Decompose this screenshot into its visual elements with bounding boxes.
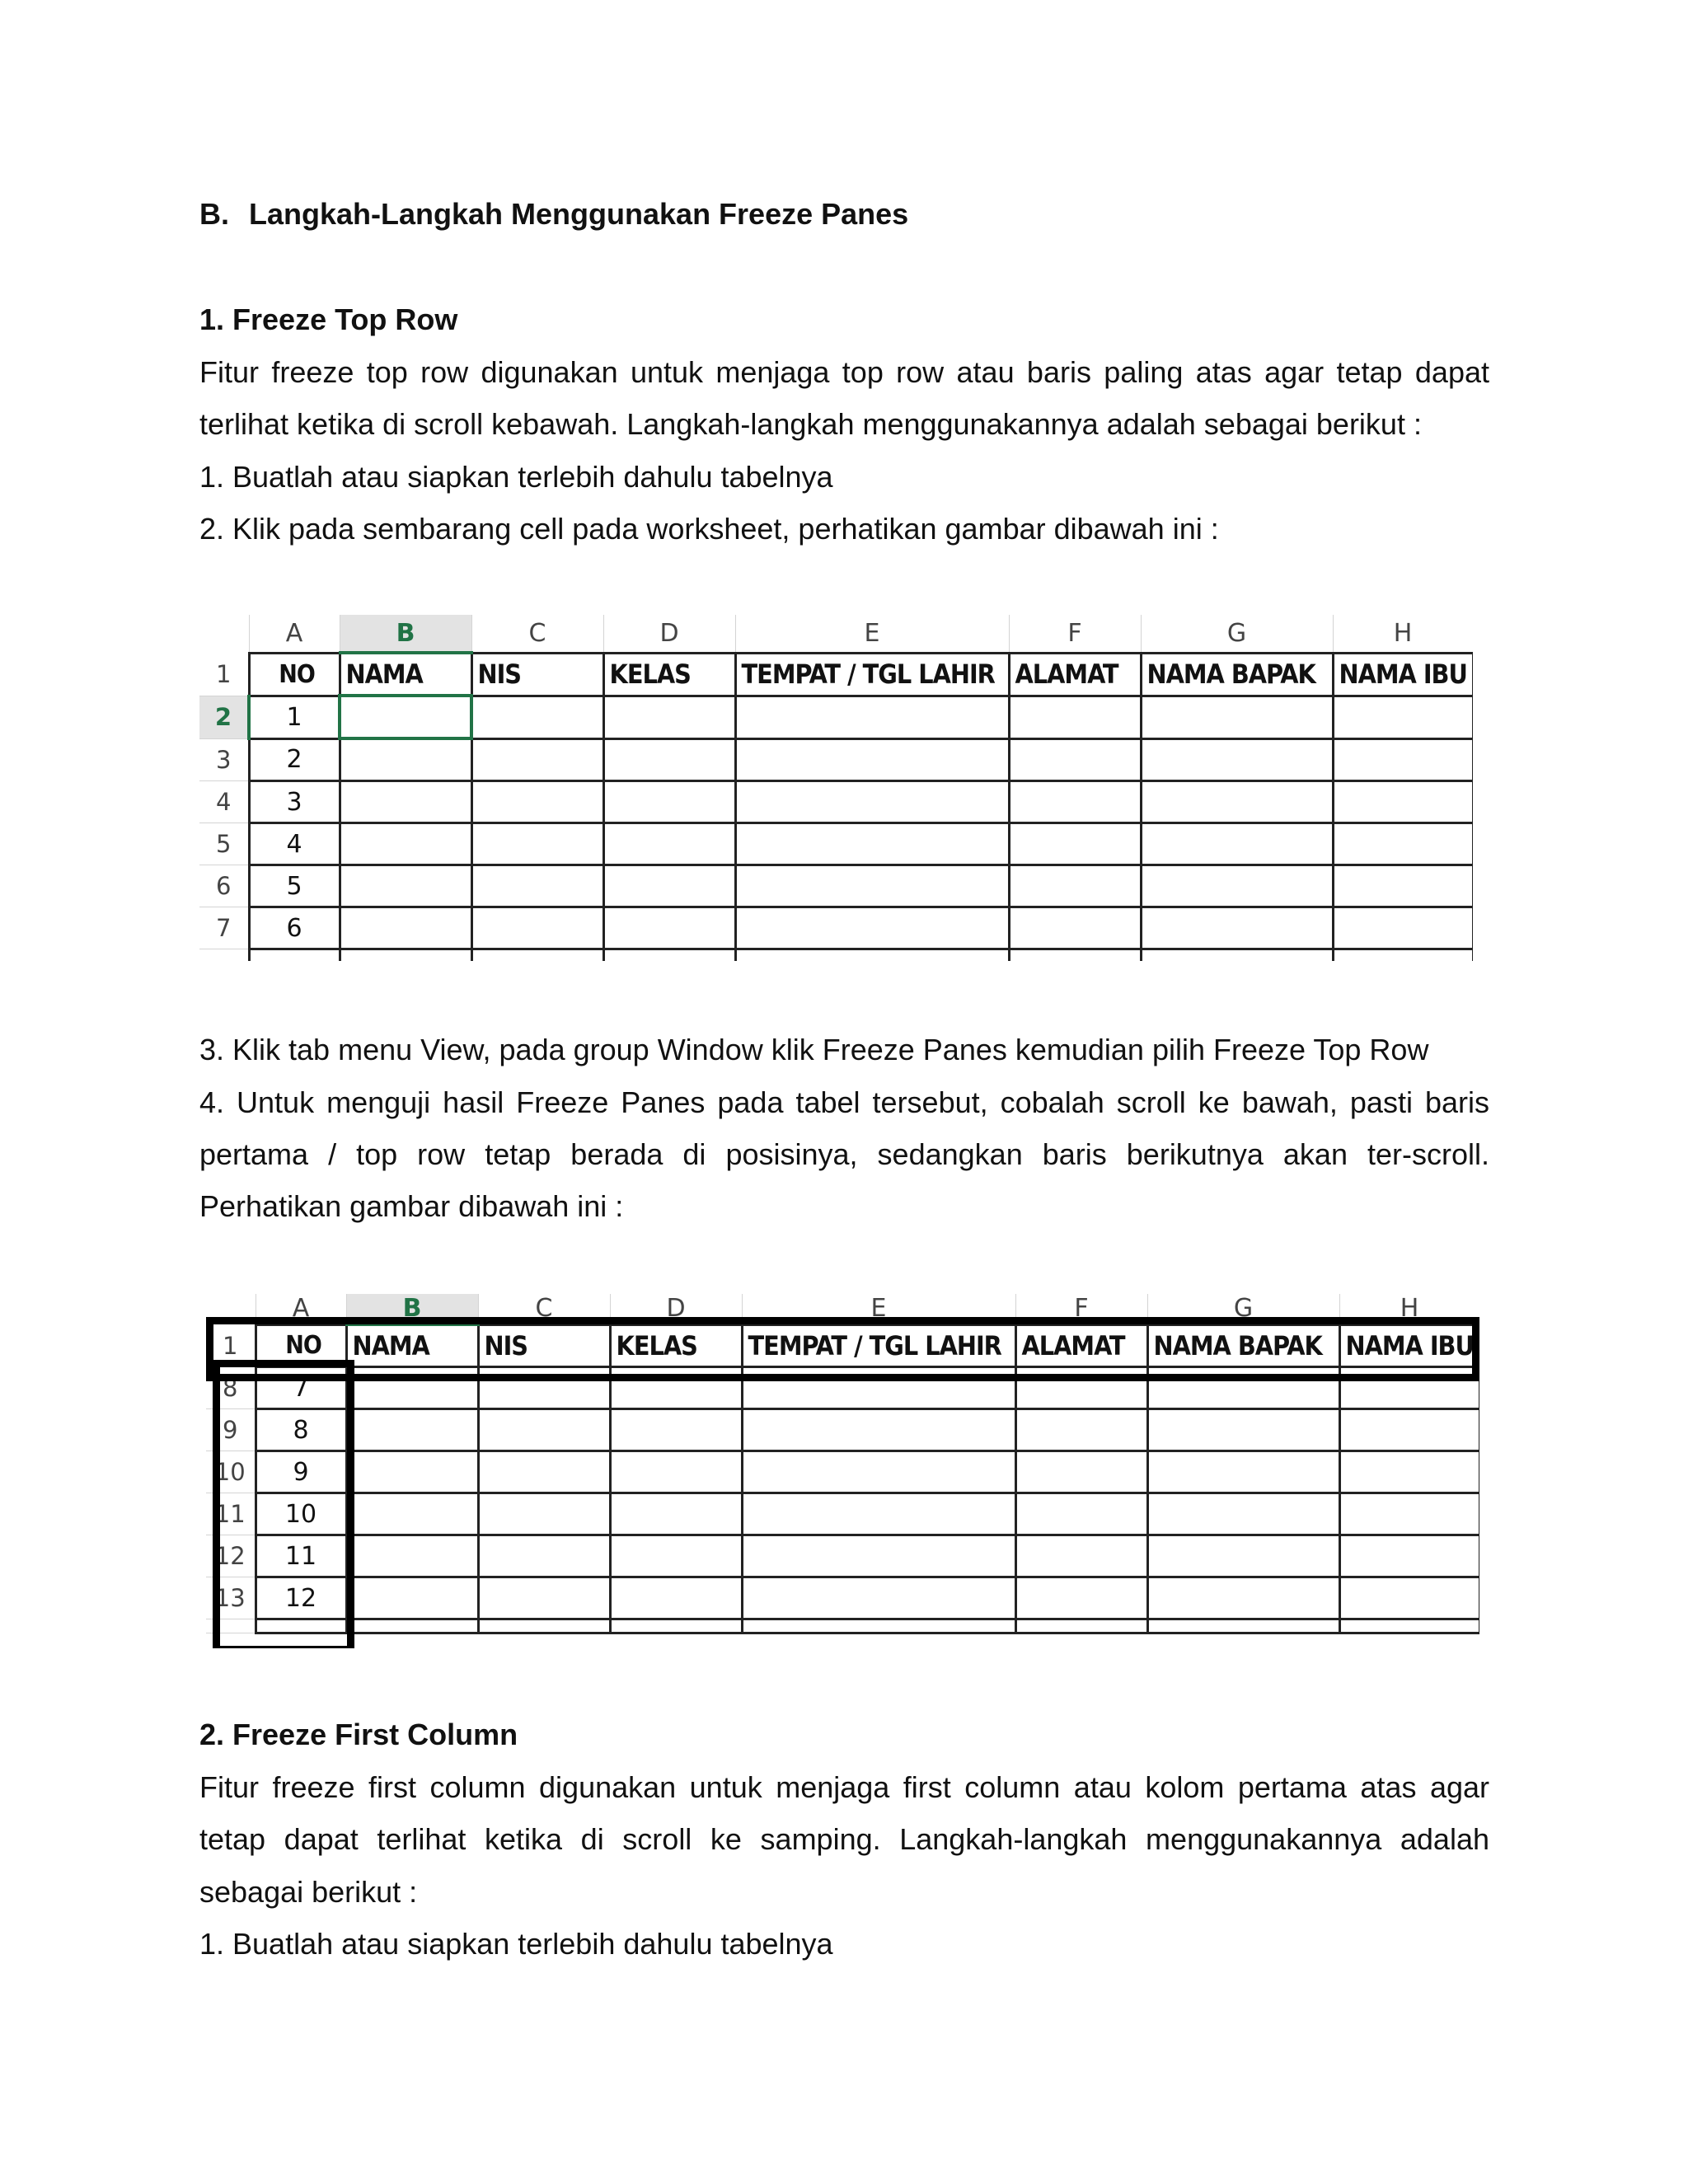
header-cell-nama-ibu[interactable]: NAMA IBU: [1339, 1324, 1479, 1367]
row-header: [206, 1619, 256, 1633]
row-header[interactable]: 13: [206, 1577, 256, 1619]
header-cell-nama-bapak[interactable]: NAMA BAPAK: [1141, 653, 1333, 696]
cell[interactable]: [1141, 781, 1333, 823]
cell[interactable]: [1147, 1367, 1339, 1409]
cell[interactable]: [1015, 1451, 1147, 1493]
cell[interactable]: [1015, 1577, 1147, 1619]
select-all-corner[interactable]: [199, 615, 249, 653]
row-header[interactable]: 10: [206, 1451, 256, 1493]
part1-step3: 3. Klik tab menu View, pada group Window klik Freeze Panes kemudian pilih Freeze Top Row: [199, 1033, 1429, 1066]
cell[interactable]: [1147, 1451, 1339, 1493]
no-cell[interactable]: 12: [256, 1577, 346, 1619]
no-cell[interactable]: 8: [256, 1409, 346, 1451]
cell[interactable]: [471, 781, 603, 823]
cell[interactable]: [610, 1409, 742, 1451]
table-row: [199, 738, 1473, 781]
cell[interactable]: [471, 865, 603, 907]
cell[interactable]: [610, 1493, 742, 1535]
row-header[interactable]: 5: [199, 823, 249, 865]
cell[interactable]: [742, 1493, 1015, 1535]
part2-heading: 2. Freeze First Column: [199, 1718, 518, 1751]
cell[interactable]: [471, 738, 603, 781]
cell[interactable]: [603, 781, 735, 823]
column-header-e[interactable]: E: [735, 615, 1009, 653]
cell[interactable]: [1333, 907, 1473, 949]
column-header-g[interactable]: G: [1147, 1294, 1339, 1324]
select-all-corner[interactable]: [206, 1294, 256, 1324]
header-cell-kelas[interactable]: KELAS: [603, 653, 735, 696]
column-header-b[interactable]: B: [346, 1294, 478, 1324]
cell[interactable]: [1333, 738, 1473, 781]
no-cell[interactable]: 6: [249, 907, 340, 949]
cell[interactable]: [1339, 1535, 1479, 1577]
no-cell[interactable]: 3: [249, 781, 340, 823]
table-row: [206, 1535, 1479, 1577]
cell[interactable]: [610, 1535, 742, 1577]
cell[interactable]: [1015, 1409, 1147, 1451]
table-row: [206, 1409, 1479, 1451]
cell[interactable]: [1009, 696, 1141, 738]
table-header-row: [206, 1324, 1479, 1367]
cell[interactable]: [478, 1535, 610, 1577]
no-cell[interactable]: 7: [256, 1367, 346, 1409]
part2-intro-line1: Fitur freeze first column digunakan untuk menjaga first column atau kolom pertama atas agar: [199, 1770, 1489, 1804]
cell[interactable]: [1015, 1535, 1147, 1577]
cell[interactable]: [1009, 823, 1141, 865]
cell[interactable]: [610, 1451, 742, 1493]
table-row: [206, 1577, 1479, 1619]
cell[interactable]: [478, 1367, 610, 1409]
column-header-f[interactable]: F: [1015, 1294, 1147, 1324]
cell[interactable]: [346, 1409, 478, 1451]
cell[interactable]: [735, 865, 1009, 907]
part1-heading: 1. Freeze Top Row: [199, 302, 458, 336]
column-header-d[interactable]: D: [610, 1294, 742, 1324]
row-header[interactable]: 12: [206, 1535, 256, 1577]
cell[interactable]: [1009, 781, 1141, 823]
part1-intro-line1: Fitur freeze top row digunakan untuk menjaga top row atau baris paling atas agar tetap dapat: [199, 355, 1489, 389]
table-header-row: [199, 653, 1473, 696]
cell[interactable]: [1141, 696, 1333, 738]
cell[interactable]: [742, 1535, 1015, 1577]
no-cell[interactable]: 2: [249, 738, 340, 781]
cut-off-row: [199, 949, 1473, 962]
cell[interactable]: [1339, 1451, 1479, 1493]
part2-intro-line2: tetap dapat terlihat ketika di scroll ke samping. Langkah-langkah menggunakannya adalah: [199, 1822, 1489, 1856]
cell[interactable]: [340, 823, 471, 865]
spreadsheet-image-1: [199, 615, 1473, 961]
part1-intro-line2: terlihat ketika di scroll kebawah. Langkah-langkah menggunakannya adalah sebagai berikut :: [199, 407, 1422, 441]
row-header: [199, 949, 249, 962]
cell[interactable]: [1147, 1493, 1339, 1535]
cell[interactable]: [340, 907, 471, 949]
cell[interactable]: [1339, 1577, 1479, 1619]
cell[interactable]: [346, 1535, 478, 1577]
part2-intro-line3: sebagai berikut :: [199, 1875, 418, 1909]
cell[interactable]: [471, 696, 603, 738]
cell[interactable]: [1147, 1409, 1339, 1451]
header-cell-tempat-tgl-lahir[interactable]: TEMPAT / TGL LAHIR: [735, 653, 1009, 696]
cell[interactable]: [346, 1451, 478, 1493]
table-row: [199, 696, 1473, 738]
cell[interactable]: [1333, 865, 1473, 907]
header-cell-no[interactable]: NO: [249, 653, 340, 696]
section-heading: [199, 196, 908, 232]
cell[interactable]: [478, 1409, 610, 1451]
no-cell[interactable]: 9: [256, 1451, 346, 1493]
spreadsheet-grid: [199, 615, 1473, 961]
row-header[interactable]: 7: [199, 907, 249, 949]
no-cell[interactable]: 11: [256, 1535, 346, 1577]
cell[interactable]: [603, 696, 735, 738]
header-cell-tempat-tgl-lahir[interactable]: TEMPAT / TGL LAHIR: [742, 1324, 1015, 1367]
cell[interactable]: [346, 1493, 478, 1535]
cell[interactable]: [603, 907, 735, 949]
header-cell-nama[interactable]: NAMA: [346, 1324, 478, 1367]
cell[interactable]: [1339, 1493, 1479, 1535]
column-header-f[interactable]: F: [1009, 615, 1141, 653]
part1-step4-line2: pertama / top row tetap berada di posisinya, sedangkan baris berikutnya akan ter-scroll.: [199, 1137, 1489, 1171]
cell[interactable]: [735, 738, 1009, 781]
column-header-c[interactable]: C: [478, 1294, 610, 1324]
cell[interactable]: [603, 738, 735, 781]
section-letter: B.: [199, 197, 229, 231]
cell[interactable]: [1333, 696, 1473, 738]
cell[interactable]: [742, 1367, 1015, 1409]
cell[interactable]: [1333, 823, 1473, 865]
column-header-e[interactable]: E: [742, 1294, 1015, 1324]
cell[interactable]: [471, 823, 603, 865]
header-cell-nis[interactable]: NIS: [471, 653, 603, 696]
cell[interactable]: [603, 865, 735, 907]
column-header-h[interactable]: H: [1339, 1294, 1479, 1324]
cell[interactable]: [1147, 1535, 1339, 1577]
column-header-d[interactable]: D: [603, 615, 735, 653]
row-header[interactable]: 1: [206, 1324, 256, 1367]
cell[interactable]: [735, 907, 1009, 949]
table-row: [206, 1367, 1479, 1409]
part1-step4-line1: 4. Untuk menguji hasil Freeze Panes pada tabel tersebut, cobalah scroll ke bawah, pasti baris: [199, 1085, 1489, 1119]
part1-step2: 2. Klik pada sembarang cell pada worksheet, perhatikan gambar dibawah ini :: [199, 512, 1219, 546]
row-header[interactable]: 4: [199, 781, 249, 823]
table-row: [206, 1493, 1479, 1535]
cell[interactable]: [478, 1451, 610, 1493]
cell[interactable]: [735, 823, 1009, 865]
row-header[interactable]: 6: [199, 865, 249, 907]
cell[interactable]: [1141, 907, 1333, 949]
column-header-h[interactable]: H: [1333, 615, 1473, 653]
cell[interactable]: [735, 781, 1009, 823]
part2-step1: 1. Buatlah atau siapkan terlebih dahulu tabelnya: [199, 1927, 833, 1961]
header-cell-nama[interactable]: NAMA: [340, 653, 471, 696]
spreadsheet-grid: [206, 1294, 1479, 1634]
cell[interactable]: [610, 1577, 742, 1619]
cell[interactable]: [742, 1577, 1015, 1619]
cell[interactable]: [1015, 1367, 1147, 1409]
header-cell-kelas[interactable]: KELAS: [610, 1324, 742, 1367]
cell[interactable]: [742, 1451, 1015, 1493]
cut-off-row: [206, 1619, 1479, 1633]
cell[interactable]: [1333, 781, 1473, 823]
no-cell[interactable]: 4: [249, 823, 340, 865]
table-row: [199, 907, 1473, 949]
cell[interactable]: [1339, 1367, 1479, 1409]
column-header-c[interactable]: C: [471, 615, 603, 653]
cell[interactable]: [742, 1409, 1015, 1451]
header-cell-nis[interactable]: NIS: [478, 1324, 610, 1367]
cell[interactable]: [1147, 1577, 1339, 1619]
row-header[interactable]: 8: [206, 1367, 256, 1409]
row-header[interactable]: 1: [199, 653, 249, 696]
row-header[interactable]: 9: [206, 1409, 256, 1451]
section-title: Langkah-Langkah Menggunakan Freeze Panes: [249, 197, 909, 231]
cell[interactable]: [1141, 823, 1333, 865]
no-cell[interactable]: 1: [249, 696, 340, 738]
spreadsheet-image-2: [206, 1294, 1479, 1648]
column-header-b[interactable]: B: [340, 615, 471, 653]
cell[interactable]: [340, 865, 471, 907]
cell[interactable]: [1009, 738, 1141, 781]
column-header-g[interactable]: G: [1141, 615, 1333, 653]
cell[interactable]: [346, 1577, 478, 1619]
header-cell-alamat[interactable]: ALAMAT: [1015, 1324, 1147, 1367]
cell[interactable]: [1141, 865, 1333, 907]
header-cell-no[interactable]: NO: [256, 1324, 346, 1367]
row-header[interactable]: 3: [199, 738, 249, 781]
active-cell[interactable]: [340, 696, 471, 738]
cell[interactable]: [478, 1493, 610, 1535]
cell[interactable]: [735, 696, 1009, 738]
cell[interactable]: [1339, 1409, 1479, 1451]
cell[interactable]: [603, 823, 735, 865]
cell[interactable]: [1015, 1493, 1147, 1535]
table-row: [206, 1451, 1479, 1493]
cell[interactable]: [340, 781, 471, 823]
row-header[interactable]: 11: [206, 1493, 256, 1535]
cell[interactable]: [1009, 865, 1141, 907]
cell[interactable]: [471, 907, 603, 949]
no-cell[interactable]: 5: [249, 865, 340, 907]
table-row: [199, 823, 1473, 865]
part1-step1: 1. Buatlah atau siapkan terlebih dahulu tabelnya: [199, 460, 833, 494]
header-cell-alamat[interactable]: ALAMAT: [1009, 653, 1141, 696]
header-cell-nama-ibu[interactable]: NAMA IBU: [1333, 653, 1473, 696]
no-cell[interactable]: 10: [256, 1493, 346, 1535]
table-row: [199, 781, 1473, 823]
cell[interactable]: [1009, 907, 1141, 949]
cell[interactable]: [340, 738, 471, 781]
table-row: [199, 865, 1473, 907]
cell[interactable]: [478, 1577, 610, 1619]
cell[interactable]: [610, 1367, 742, 1409]
column-header-a[interactable]: A: [249, 615, 340, 653]
part1-step4-line3: Perhatikan gambar dibawah ini :: [199, 1189, 624, 1223]
column-header-a[interactable]: A: [256, 1294, 346, 1324]
row-header[interactable]: 2: [199, 696, 249, 738]
cell[interactable]: [346, 1367, 478, 1409]
header-cell-nama-bapak[interactable]: NAMA BAPAK: [1147, 1324, 1339, 1367]
cell[interactable]: [1141, 738, 1333, 781]
